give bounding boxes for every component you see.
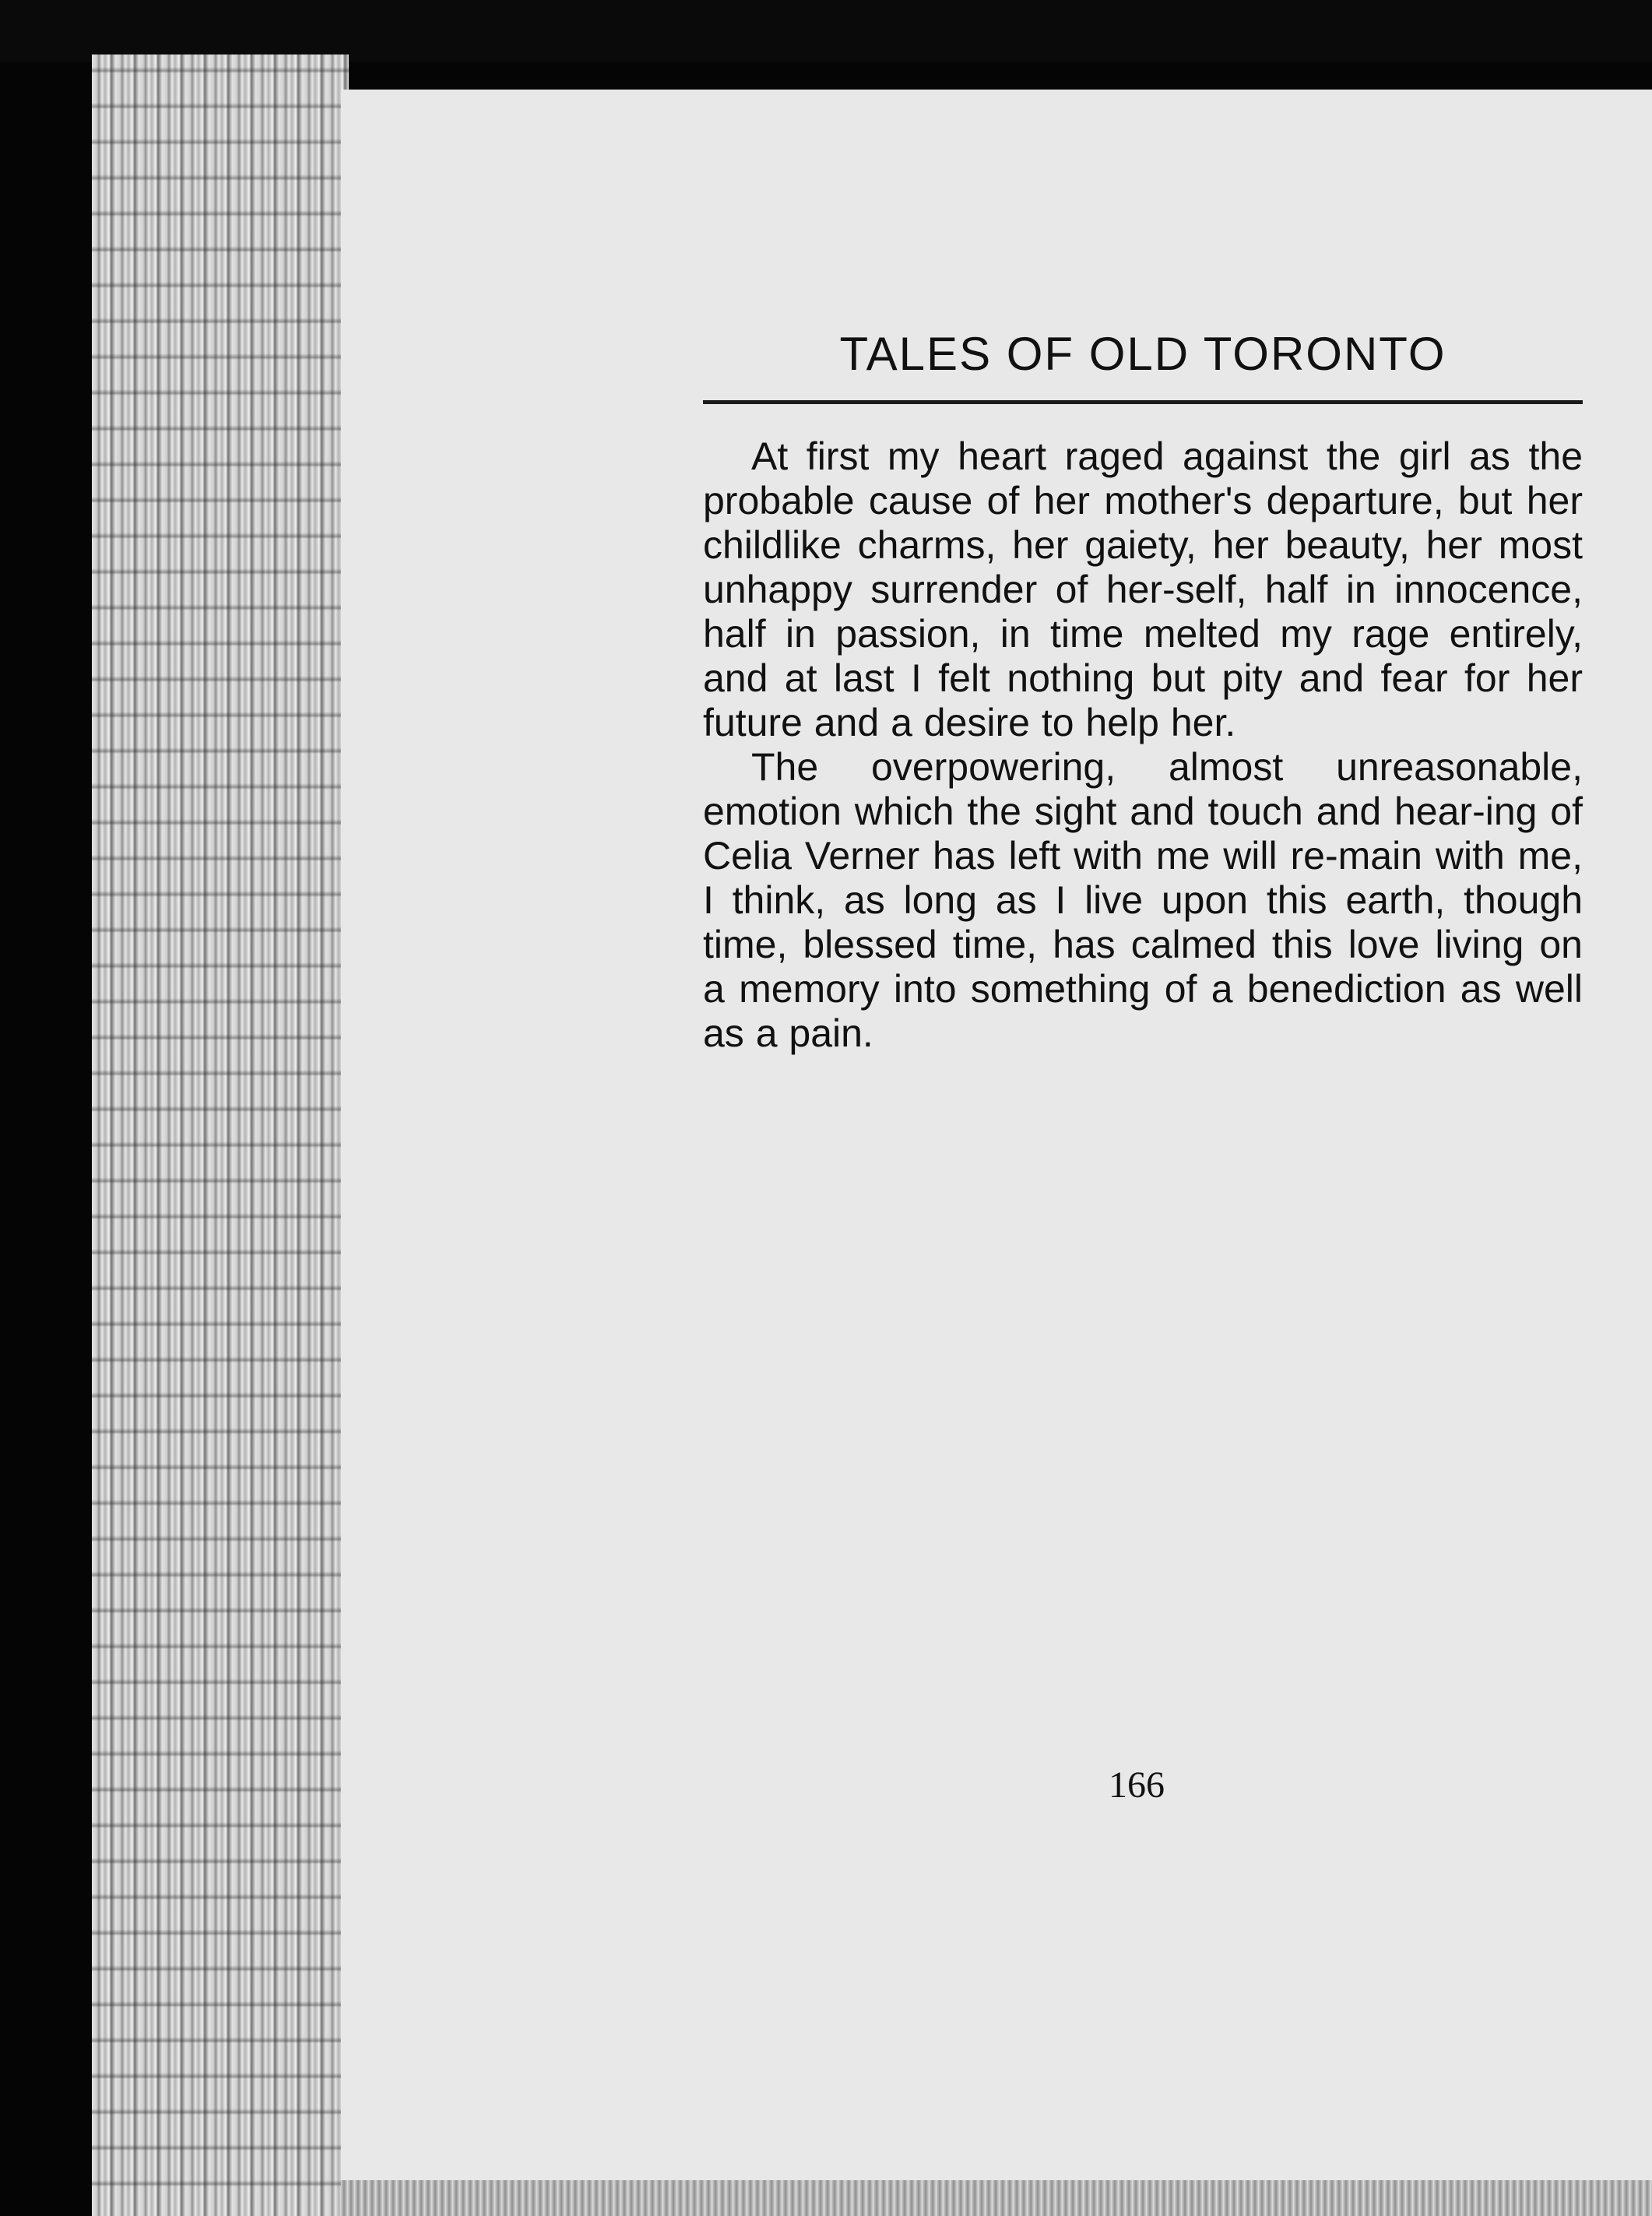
page-bottom-edge [341,2180,1652,2216]
header-rule [703,400,1583,404]
page-edges-shadow [92,55,349,2216]
paragraph-1: At first my heart raged against the girl as the probable cause of her mother's departure, but her childlike charms, her gaiety, her beauty, her most unhappy surrender of her-self, half in innocence, half in passion, in time melted my rage entirely, and at last I felt nothing but pity and fear for her future and a desire to help her. [703,434,1583,744]
paragraph-2: The overpowering, almost unreasonable, emotion which the sight and touch and hear-ing of Celia Verner has left with me will re-main with me, I think, as long as I live upon this earth, though time, blessed time, has calmed this love living on a memory into something of a benediction as well as a pain. [703,745,1583,1055]
body-text [703,434,1583,1056]
book-page [341,90,1652,2216]
page-number: 166 [1109,1764,1165,1806]
background-top [0,0,1652,62]
running-head: TALES OF OLD TORONTO [839,328,1446,380]
